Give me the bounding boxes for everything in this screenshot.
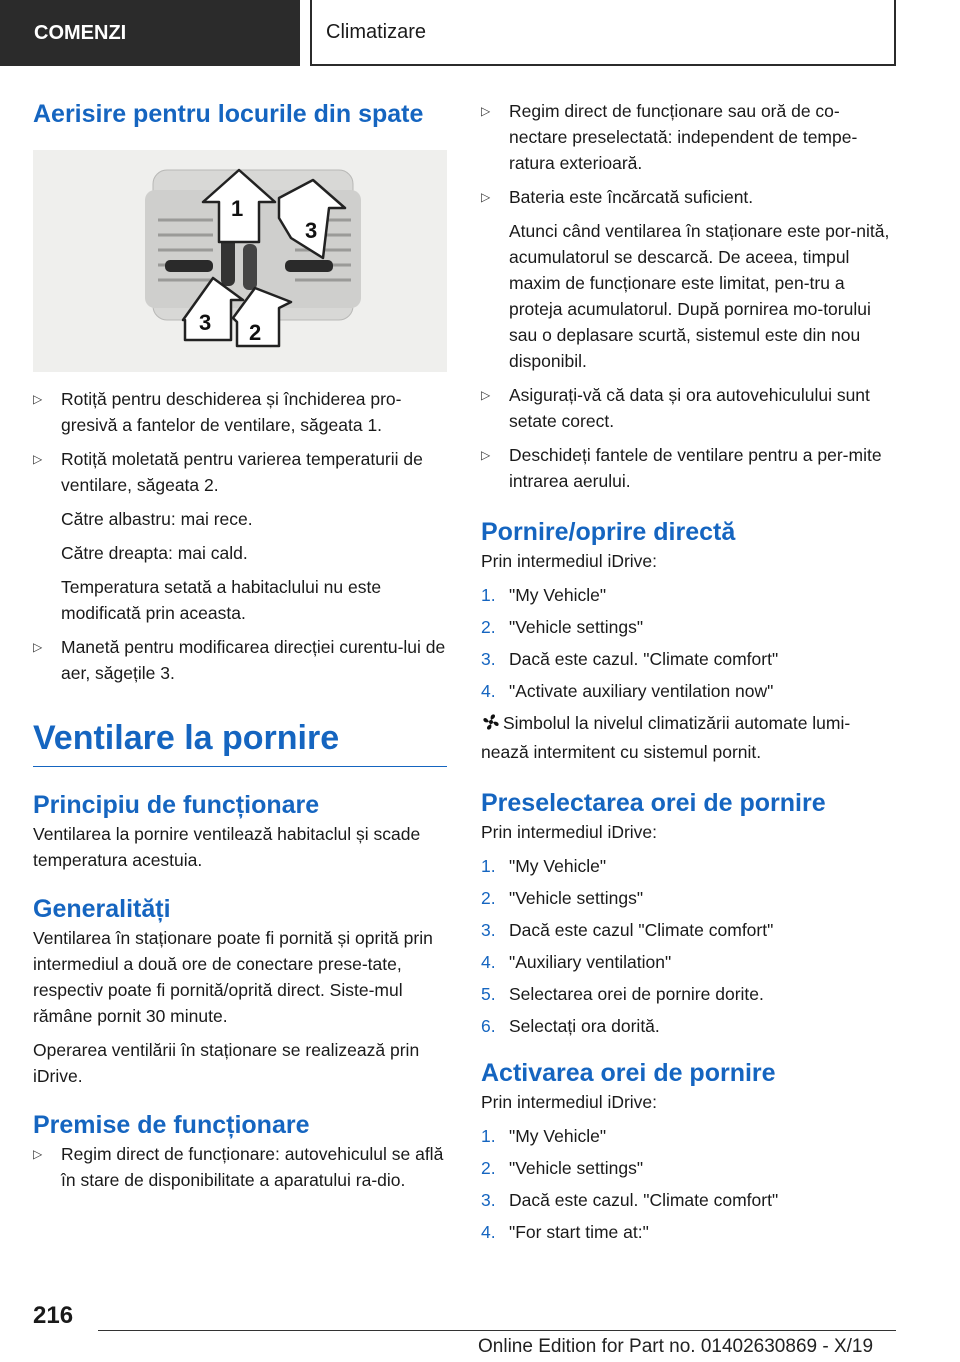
list-item: 2. "Vehicle settings" [481, 1158, 644, 1178]
prerequisites-list [33, 1141, 447, 1193]
section-label: COMENZI [34, 21, 127, 44]
right-column [481, 98, 896, 1251]
rear-vent-photo [33, 150, 447, 372]
list-item: 4. "Auxiliary ventilation" [481, 952, 672, 972]
symbol-note: Simbolul la nivelul climatizării automate lumi-nează intermitent cu sistemul pornit. [481, 713, 851, 762]
note-right: Către dreapta: mai cald. [61, 543, 248, 563]
vent-illustration [33, 150, 447, 372]
heading-general: Generalități [33, 895, 171, 923]
arrow-label-2: 2 [249, 320, 262, 345]
chapter-label: Climatizare [326, 20, 427, 43]
fan-icon [481, 712, 503, 739]
list-item: 2. "Vehicle settings" [481, 888, 644, 908]
section-tab [0, 0, 300, 66]
steps-activate [481, 1123, 896, 1245]
paragraph-general-2: Operarea ventilării în staționare se realizează prin iDrive. [33, 1040, 420, 1086]
heading-prerequisites: Premise de funcționare [33, 1111, 310, 1139]
heading-ventilation-on-start: Ventilare la pornire [33, 719, 340, 757]
list-item: ▷ Asigurați-vă că data și ora autovehiculului sunt setate corect. [481, 382, 896, 434]
heading-direct-start: Pornire/oprire directă [481, 518, 736, 546]
heading-preselect: Preselectarea orei de pornire [481, 789, 826, 817]
list-item: ▷ Regim direct de funcționare sau oră de co-nectare preselectată: independent de tempe-ratura exterioară. [481, 98, 896, 176]
list-item: ▷ Deschideți fantele de ventilare pentru a per-mite intrarea aerului. [481, 442, 896, 494]
steps-direct [481, 582, 896, 704]
left-column [33, 98, 447, 1193]
list-item: 3. Dacă este cazul "Climate comfort" [481, 920, 774, 940]
note-temperature: Temperatura setată a habitaclului nu este modificată prin aceasta. [61, 577, 382, 623]
via-idrive-1: Prin intermediul iDrive: [481, 551, 658, 571]
list-item: 1. "My Vehicle" [481, 1126, 607, 1146]
note-blue: Către albastru: mai rece. [61, 509, 253, 529]
paragraph-general-1: Ventilarea în staționare poate fi pornită și oprită prin intermediul a două ore de conectare prese-tate, respectiv poate fi pornită/oprită direct. Siste-mul rămâne pornit 30 minute. [33, 928, 433, 1026]
list-item: 3. Dacă este cazul. "Climate comfort" [481, 1190, 779, 1210]
list-item: ▷ Regim direct de funcționare: autovehiculul se află în stare de disponibilitate a aparatului ra-dio. [33, 1141, 447, 1193]
list-item: 1. "My Vehicle" [481, 585, 607, 605]
footer-divider [98, 1330, 896, 1331]
list-item: ▷ Rotiță pentru deschiderea și închiderea pro-gresivă a fantelor de ventilare, săgeata 1. [33, 386, 447, 438]
list-item: ▷ Rotiță moletată pentru varierea temperaturii de ventilare, săgeata 2. [33, 446, 447, 498]
list-item: 5. Selectarea orei de pornire dorite. [481, 984, 764, 1004]
heading-rear-ventilation: Aerisire pentru locurile din spate [33, 100, 424, 128]
note-battery: Atunci când ventilarea în staționare este por-nită, acumulatorul se descarcă. De aceea, timpul maxim de funcționare este limitat, pen-tru a proteja acumulatorul. După pornirea mo-torului sau o deplasare scurtă, sistemul este din nou disponibil. [509, 221, 890, 371]
arrow-label-3-right: 3 [305, 218, 318, 243]
prerequisites-list-cont [481, 98, 896, 210]
list-item: 2. "Vehicle settings" [481, 617, 644, 637]
prerequisites-list-cont-2 [481, 382, 896, 494]
list-item: 4. "For start time at:" [481, 1222, 649, 1242]
via-idrive-3: Prin intermediul iDrive: [481, 1092, 658, 1112]
rear-vent-list [33, 386, 447, 498]
paragraph-principle: Ventilarea la pornire ventilează habitaclul și scade temperatura acestuia. [33, 824, 421, 870]
list-item: 6. Selectați ora dorită. [481, 1016, 660, 1036]
list-item: 3. Dacă este cazul. "Climate comfort" [481, 649, 779, 669]
list-item: 4. "Activate auxiliary ventilation now" [481, 681, 774, 701]
arrow-label-3-left: 3 [199, 310, 212, 335]
list-item: 1. "My Vehicle" [481, 856, 607, 876]
chapter-tab [310, 0, 896, 66]
chapter-heading-block [33, 716, 447, 767]
steps-preselect [481, 853, 896, 1039]
page-number: 216 [33, 1302, 74, 1329]
list-item: ▷ Bateria este încărcată suficient. [481, 184, 896, 210]
heading-principle: Principiu de funcționare [33, 791, 320, 819]
via-idrive-2: Prin intermediul iDrive: [481, 822, 658, 842]
list-item: ▷ Manetă pentru modificarea direcției curentu-lui de aer, săgețile 3. [33, 634, 447, 686]
arrow-label-1: 1 [231, 196, 244, 221]
edition-note: Online Edition for Part no. 01402630869 - X/19 [478, 1336, 874, 1357]
rear-vent-list-2 [33, 634, 447, 686]
heading-activate-time: Activarea orei de pornire [481, 1059, 776, 1087]
